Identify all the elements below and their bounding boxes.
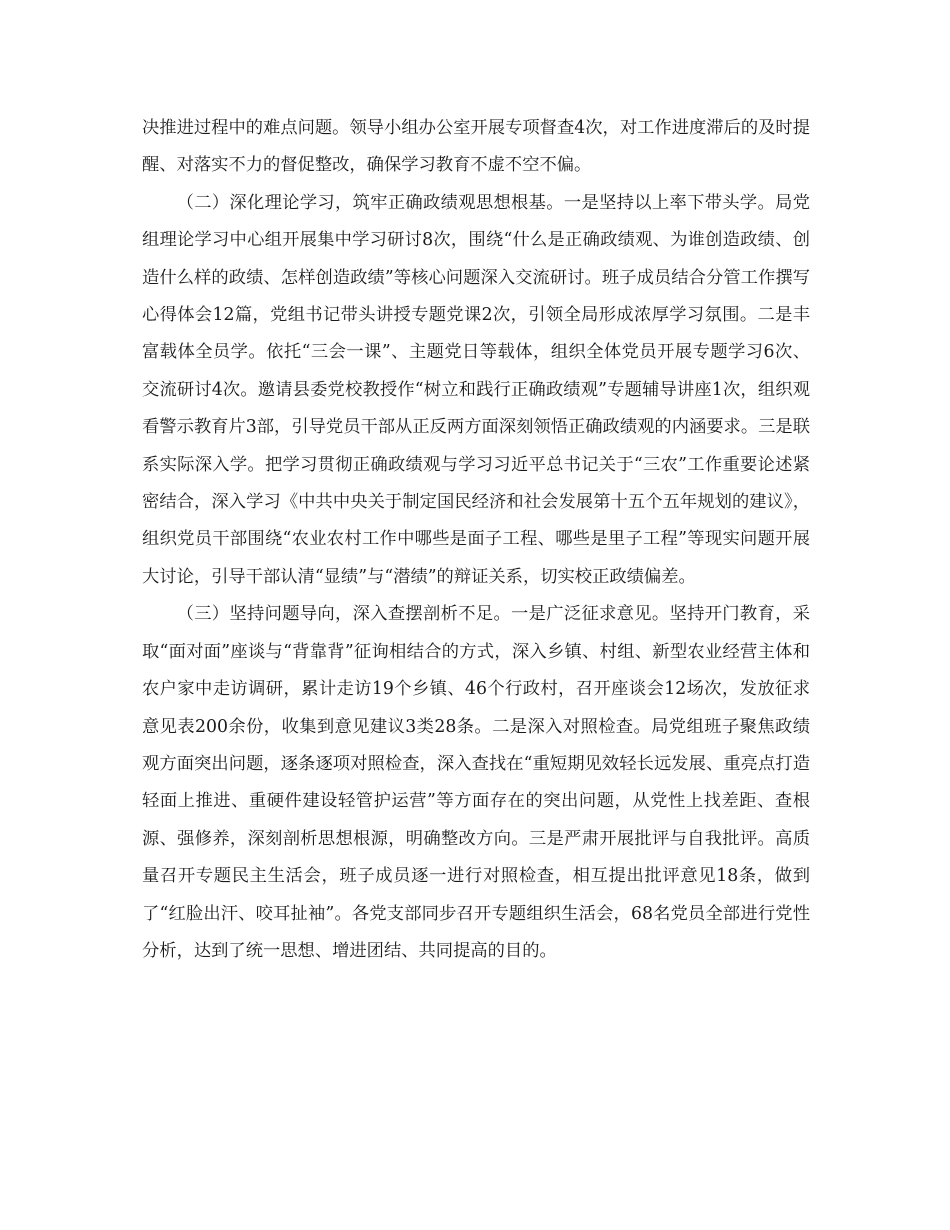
paragraph-continuation: 决推进过程中的难点问题。领导小组办公室开展专项督查4次，对工作进度滞后的及时提醒、对落实不力的督促整改，确保学习教育不虚不空不偏。 <box>142 118 810 176</box>
paragraph-section-3: （三）坚持问题导向，深入查摆剖析不足。一是广泛征求意见。坚持开门教育，采取“面对面”座谈与“背靠背”征询相结合的方式，深入乡镇、村组、新型农业经营主体和农户家中走访调研，累计走访19个乡镇、46个行政村，召开座谈会12场次，发放征求意见表200余份，收集到意见建议3类28条。二是深入对照检查。局党组班子聚焦政绩观方面突出问题，逐条逐项对照检查，深入查找在“重短期见效轻长远发展、重亮点打造轻面上推进、重硬件建设轻管护运营”等方面存在的突出问题，从党性上找差距、查根源、强修养，深刻剖析思想根源，明确整改方向。三是严肃开展批评与自我批评。高质量召开专题民主生活会，班子成员逐一进行对照检查，相互提出批评意见18条，做到了“红脸出汗、咬耳扯袖”。各党支部同步召开专题组织生活会，68名党员全部进行党性分析，达到了统一思想、增进团结、共同提高的目的。 <box>142 604 810 961</box>
document-body <box>142 110 810 970</box>
paragraph-section-2: （二）深化理论学习，筑牢正确政绩观思想根基。一是坚持以上率下带头学。局党组理论学习中心组开展集中学习研讨8次，围绕“什么是正确政绩观、为谁创造政绩、创造什么样的政绩、怎样创造政绩”等核心问题深入交流研讨。班子成员结合分管工作撰写心得体会12篇，党组书记带头讲授专题党课2次，引领全局形成浓厚学习氛围。二是丰富载体全员学。依托“三会一课”、主题党日等载体，组织全体党员开展专题学习6次、交流研讨4次。邀请县委党校教授作“树立和践行正确政绩观”专题辅导讲座1次，组织观看警示教育片3部，引导党员干部从正反两方面深刻领悟正确政绩观的内涵要求。三是联系实际深入学。把学习贯彻正确政绩观与学习习近平总书记关于“三农”工作重要论述紧密结合，深入学习《中共中央关于制定国民经济和社会发展第十五个五年规划的建议》，组织党员干部围绕“农业农村工作中哪些是面子工程、哪些是里子工程”等现实问题开展大讨论，引导干部认清“显绩”与“潜绩”的辩证关系，切实校正政绩偏差。 <box>142 192 810 587</box>
